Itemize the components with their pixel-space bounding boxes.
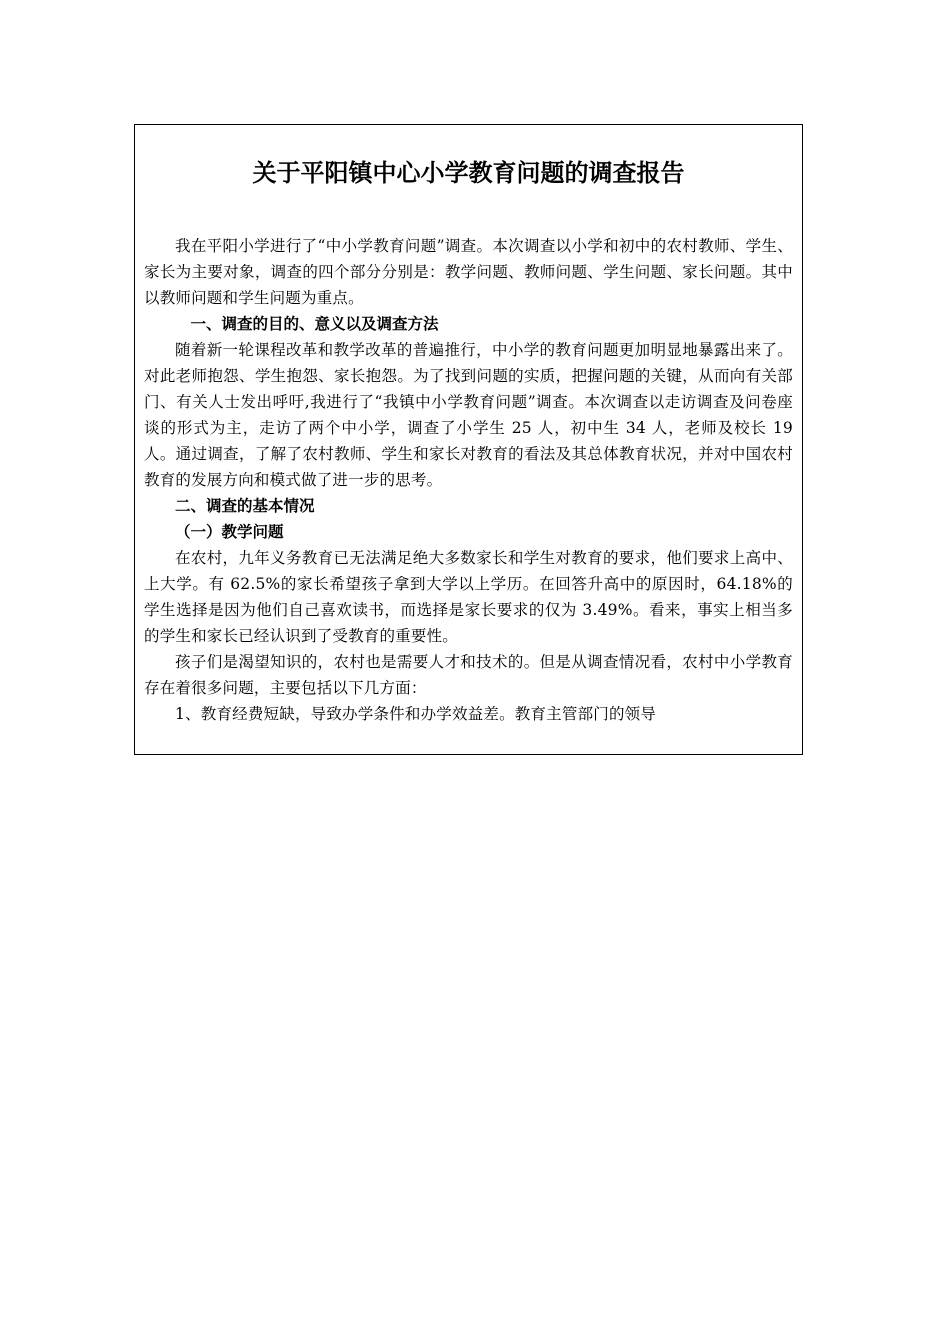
intro-paragraph: 我在平阳小学进行了“中小学教育问题”调查。本次调查以小学和初中的农村教师、学生、家长为主要对象，调查的四个部分分别是：教学问题、教师问题、学生问题、家长问题。其中以教师问题和学生问题为重点。 xyxy=(144,237,793,307)
document-body xyxy=(144,233,793,727)
section-purpose-paragraph: 随着新一轮课程改革和教学改革的普遍推行，中小学的教育问题更加明显地暴露出来了。对此老师抱怨、学生抱怨、家长抱怨。为了找到问题的实质，把握问题的关键，从而向有关部门、有关人士发出呼吁,我进行了“我镇中小学教育问题”调查。本次调查以走访调查及问卷座谈的形式为主，走访了两个中小学，调查了小学生 25 人，初中生 34 人，老师及校长 19 人。通过调查，了解了农村教师、学生和家长对教育的看法及其总体教育状况，并对中国农村教育的发展方向和模式做了进一步的思考。 xyxy=(144,341,793,489)
document-title: 关于平阳镇中心小学教育问题的调查报告 xyxy=(252,159,685,187)
document-frame xyxy=(134,124,803,755)
teaching-paragraph-3: 1、教育经费短缺，导致办学条件和办学效益差。教育主管部门的领导 xyxy=(175,705,657,723)
section-heading-basic: 二、调查的基本情况 xyxy=(175,497,315,515)
subsection-heading-teaching: （一）教学问题 xyxy=(175,523,284,541)
teaching-paragraph-1: 在农村，九年义务教育已无法满足绝大多数家长和学生对教育的要求，他们要求上高中、上大学。有 62.5%的家长希望孩子拿到大学以上学历。在回答升高中的原因时，64.18%的学生选择是因为他们自己喜欢读书，而选择是家长要求的仅为 3.49%。看来，事实上相当多的学生和家长已经认识到了受教育的重要性。 xyxy=(144,549,793,645)
teaching-paragraph-2: 孩子们是渴望知识的，农村也是需要人才和技术的。但是从调查情况看，农村中小学教育存在着很多问题，主要包括以下几方面： xyxy=(144,653,793,697)
section-heading-purpose: 一、调查的目的、意义以及调查方法 xyxy=(190,315,439,333)
